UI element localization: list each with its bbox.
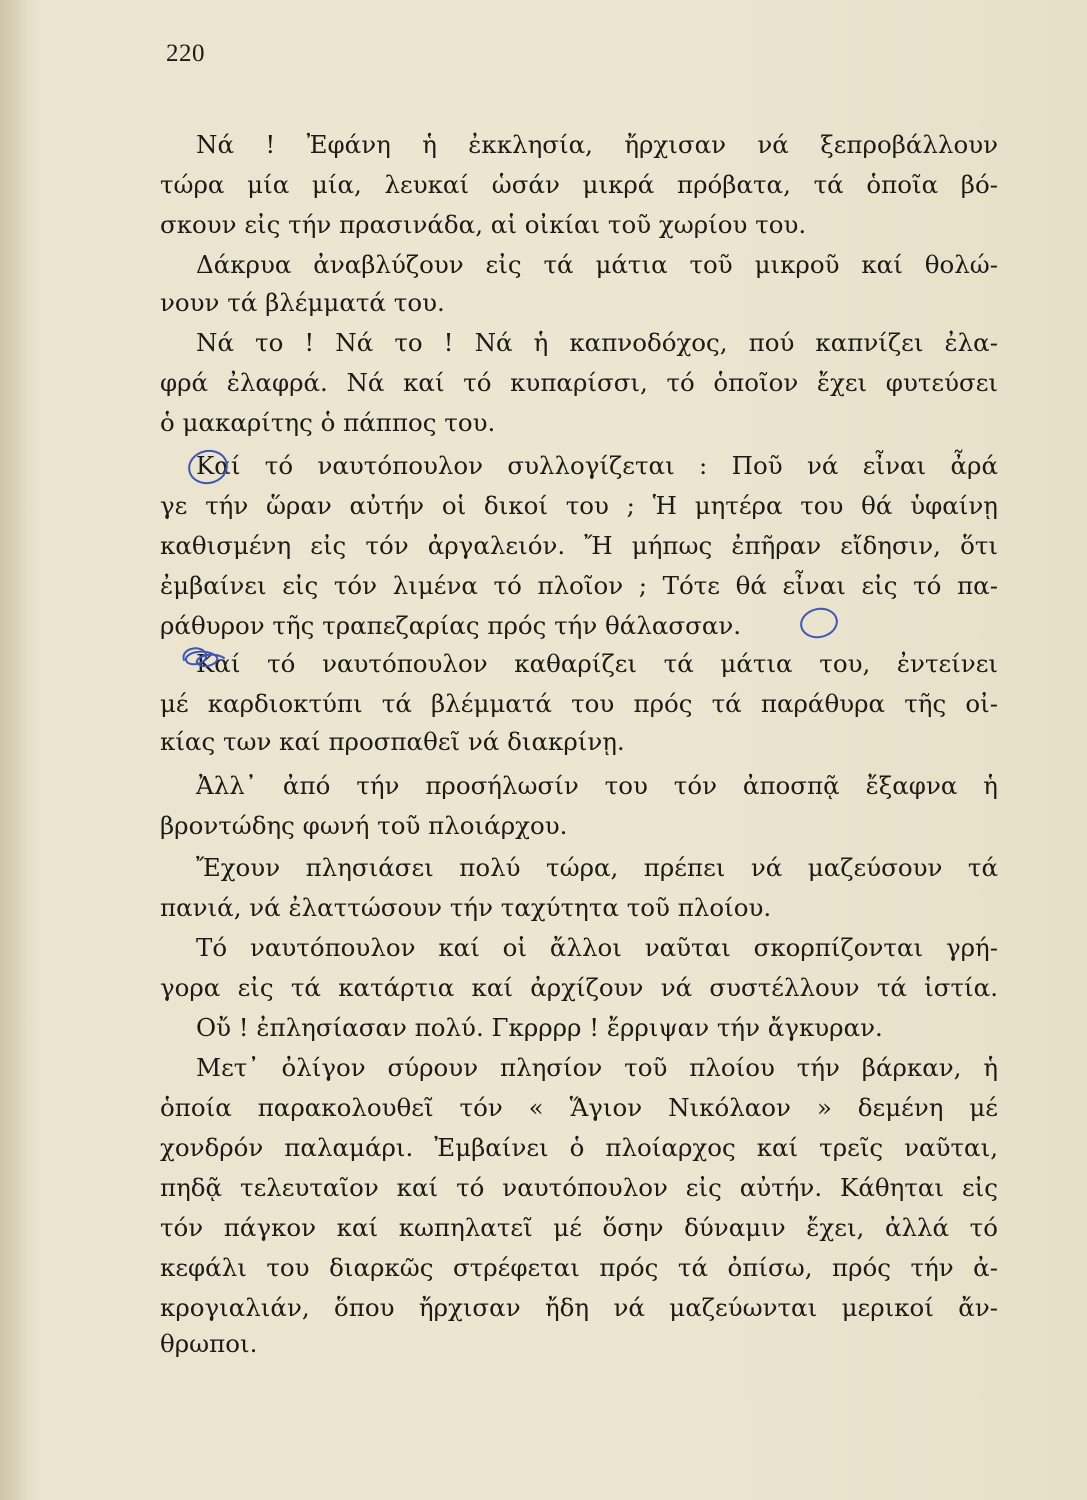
text-line: ὁ μακαρίτης ὁ πάππος του. [160,408,496,437]
text-line: Ἔχουν πλησιάσει πολύ τώρα, πρέπει νά μαζεύσουν τά [196,853,998,882]
pen-flourish-mark [176,638,228,678]
text-line: μέ καρδιοκτύπι τά βλέμματά του πρός τά παράθυρα τῆς οἰ- [160,689,998,718]
text-line: γε τήν ὥραν αὐτήν οἱ δικοί του ; Ἡ μητέρα του θά ὑφαίνῃ [160,491,998,520]
text-line: ράθυρον τῆς τραπεζαρίας πρός τήν θάλασσαν. [160,611,742,640]
page-number: 220 [166,40,205,67]
text-line: Ἀλλ᾽ ἀπό τήν προσήλωσίν του τόν ἀποσπᾷ ἔξαφνα ἡ [196,771,998,800]
text-line: σκουν εἰς τήν πρασινάδα, αἱ οἰκίαι τοῦ χωρίου του. [160,210,807,239]
text-line: πηδᾷ τελευταῖον καί τό ναυτόπουλον εἰς αὐτήν. Κάθηται εἰς [160,1173,998,1202]
page-binding-shadow [0,0,28,1500]
text-line: Καί τό ναυτόπουλον συλλογίζεται : Ποῦ νά εἶναι ἆρά [196,451,998,480]
text-line: ἐμβαίνει εἰς τόν λιμένα τό πλοῖον ; Τότε θά εἶναι εἰς τό πα- [160,571,998,600]
text-line: Καί τό ναυτόπουλον καθαρίζει τά μάτια του, ἐντείνει [196,649,998,678]
text-line: Νά το ! Νά το ! Νά ἡ καπνοδόχος, πού καπνίζει ἐλα- [196,328,998,357]
text-line: τώρα μία μία, λευκαί ὡσάν μικρά πρόβατα, τά ὁποῖα βό- [160,170,998,199]
text-line: Τό ναυτόπουλον καί οἱ ἄλλοι ναῦται σκορπίζονται γρή- [196,933,998,962]
text-line: Μετ᾽ ὀλίγον σύρουν πλησίον τοῦ πλοίου τήν βάρκαν, ἡ [196,1053,998,1082]
text-line: νουν τά βλέμματά του. [160,288,445,317]
text-line: φρά ἐλαφρά. Νά καί τό κυπαρίσσι, τό ὁποῖον ἔχει φυτεύσει [160,368,998,397]
text-line: Νά ! Ἐφάνη ἡ ἐκκλησία, ἤρχισαν νά ξεπροβάλλουν [196,130,998,159]
text-line: γορα εἰς τά κατάρτια καί ἀρχίζουν νά συστέλλουν τά ἱστία. [160,973,998,1002]
text-line: κίας των καί προσπαθεῖ νά διακρίνῃ. [160,727,625,756]
text-line: ὁποία παρακολουθεῖ τόν « Ἅγιον Νικόλαον » δεμένη μέ [160,1093,998,1122]
text-line: Οὔ ! ἐπλησίασαν πολύ. Γκρρρρ ! ἔρριψαν τήν ἄγκυραν. [196,1013,883,1042]
text-line: Δάκρυα ἀναβλύζουν εἰς τά μάτια τοῦ μικροῦ καί θολώ- [196,250,998,279]
text-line: χονδρόν παλαμάρι. Ἐμβαίνει ὁ πλοίαρχος καί τρεῖς ναῦται, [160,1133,998,1162]
text-line: τόν πάγκον καί κωπηλατεῖ μέ ὅσην δύναμιν ἔχει, ἀλλά τό [160,1213,998,1242]
text-line: θρωποι. [160,1329,258,1358]
text-line: κεφάλι του διαρκῶς στρέφεται πρός τά ὀπίσω, πρός τήν ἀ- [160,1253,998,1282]
text-line: καθισμένη εἰς τόν ἀργαλειόν. Ἤ μήπως ἐπῆραν εἴδησιν, ὅτι [160,531,998,560]
text-line: πανιά, νά ἐλαττώσουν τήν ταχύτητα τοῦ πλοίου. [160,893,772,922]
text-line: βροντώδης φωνή τοῦ πλοιάρχου. [160,811,568,840]
text-line: κρογιαλιάν, ὅπου ἤρχισαν ἤδη νά μαζεύωνται μερικοί ἄν- [160,1293,998,1322]
